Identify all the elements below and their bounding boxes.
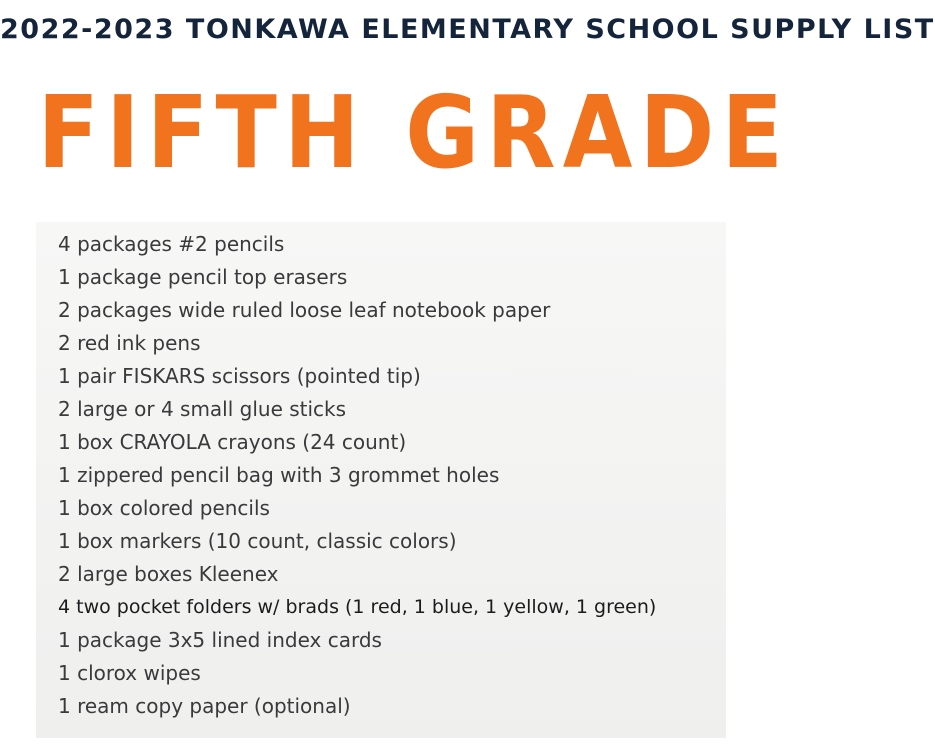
supply-item-10: 1 box markers (10 count, classic colors) <box>58 529 457 553</box>
supply-item-3: 2 packages wide ruled loose leaf notebook paper <box>58 298 551 322</box>
supply-item-1: 4 packages #2 pencils <box>58 232 285 256</box>
supply-item-5: 1 pair FISKARS scissors (pointed tip) <box>58 364 421 388</box>
grade-heading: FIFTH GRADE <box>37 74 791 191</box>
supply-item-13: 1 package 3x5 lined index cards <box>58 628 382 652</box>
page-title: 2022-2023 TONKAWA ELEMENTARY SCHOOL SUPPLY LIST <box>0 14 935 45</box>
supply-item-8: 1 zippered pencil bag with 3 grommet holes <box>58 463 500 487</box>
supply-item-9: 1 box colored pencils <box>58 496 270 520</box>
supply-list <box>58 228 656 723</box>
supply-item-7: 1 box CRAYOLA crayons (24 count) <box>58 430 407 454</box>
supply-item-12: 4 two pocket folders w/ brads (1 red, 1 blue, 1 yellow, 1 green) <box>58 596 657 618</box>
supply-item-4: 2 red ink pens <box>58 331 201 355</box>
supply-item-11: 2 large boxes Kleenex <box>58 562 279 586</box>
supply-item-14: 1 clorox wipes <box>58 661 201 685</box>
supply-item-15: 1 ream copy paper (optional) <box>58 694 351 718</box>
supply-item-2: 1 package pencil top erasers <box>58 265 348 289</box>
supply-item-6: 2 large or 4 small glue sticks <box>58 397 347 421</box>
